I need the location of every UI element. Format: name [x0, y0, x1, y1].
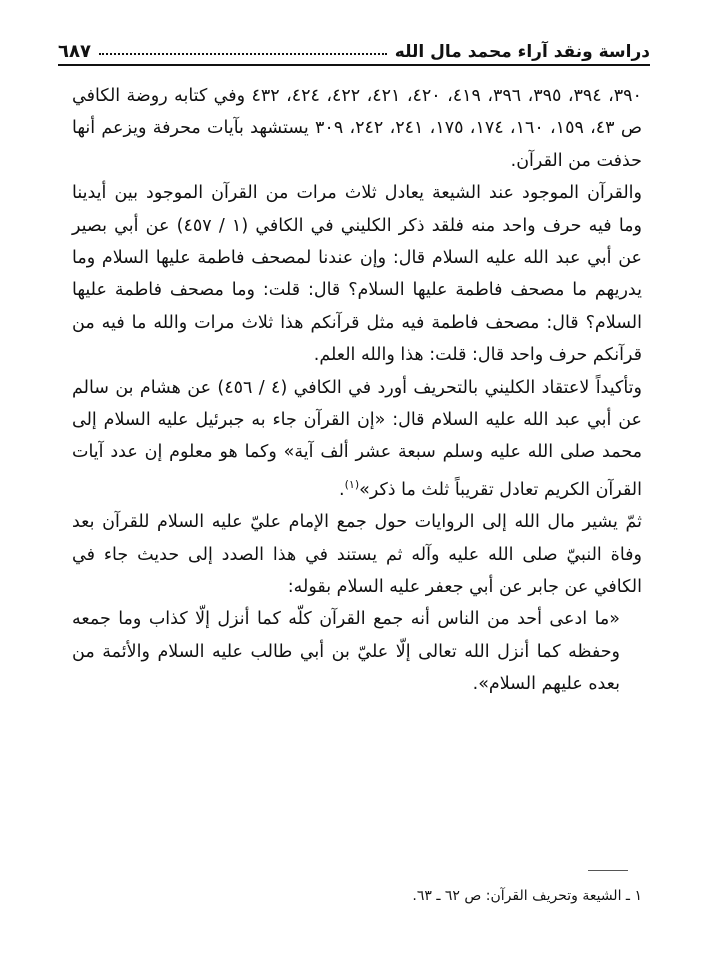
- body-text: [72, 80, 642, 701]
- footnote-reference: (١): [344, 477, 360, 491]
- page-number: ٦٨٧: [58, 41, 91, 62]
- paragraph-4: ثمّ يشير مال الله إلى الروايات حول جمع الإمام عليّ عليه السلام للقرآن بعد وفاة النبيّ صلى الله عليه وآله ثم يستند في هذا الصدد إلى حديث جاء في الكافي عن جابر عن أبي جعفر عليه السلام بقوله:: [72, 512, 642, 597]
- paragraph-3: [72, 372, 642, 506]
- footnote: ١ ـ الشيعة وتحريف القرآن: ص ٦٢ ـ ٦٣.: [412, 888, 642, 904]
- quote-paragraph: «ما ادعى أحد من الناس أنه جمع القرآن كلّه كما أنزل إلّا كذاب وما جمعه وحفظه كما أنزل الله تعالى إلّا عليّ بن أبي طالب عليه السلام والأئمة من بعده عليهم السلام».: [72, 609, 620, 695]
- paragraph-2: والقرآن الموجود عند الشيعة يعادل ثلاث مرات من القرآن الموجود بين أيدينا وما فيه حرف واحد منه فلقد ذكر الكليني في الكافي (١ / ٤٥٧) عن أبي بصير عن أبي عبد الله عليه السلام قال: وإن عندنا لمصحف فاطمة عليها السلام وما يدريهم ما مصحف فاطمة عليها السلام؟ قال: قلت: وما مصحف فاطمة عليها السلام؟ قال: مصحف فاطمة فيه مثل قرآنكم هذا ثلاث مرات والله ما فيه من قرآنكم حرف واحد قال: قلت: هذا والله العلم.: [72, 183, 642, 366]
- running-header: [58, 26, 650, 62]
- header-rule: [58, 64, 650, 66]
- paragraph-1: [72, 80, 642, 177]
- footnote-divider: [588, 870, 628, 871]
- text-line: ٣٩٠، ٣٩٤، ٣٩٥، ٣٩٦، ٤١٩، ٤٢٠، ٤٢١، ٤٢٢، ٤٢٤، ٤٣٢: [251, 86, 642, 106]
- paragraph-3-text: وتأكيداً لاعتقاد الكليني بالتحريف أورد في الكافي (٤ / ٤٥٦) عن هشام بن سالم عن أبي عبد الله عليه السلام قال: «إن القرآن جاء به جبرئيل عليه السلام إلى محمد صلى الله عليه وسلم سبعة عشر ألف آية» وكما هو معلوم إن عدد آيات القرآن الكريم تعادل تقريباً ثلث ما ذكر»: [72, 377, 643, 500]
- header-title: دراسة ونقد آراء محمد مال الله: [394, 42, 650, 62]
- text-line: ٢٤٢، ٣٠٩ يستشهد بآيات محرفة ويزعم أنها حذفت من القرآن.: [72, 118, 642, 171]
- header-dot-leader: [99, 53, 387, 55]
- paragraph-3-end: .: [339, 479, 345, 500]
- text-line: وفي كتابه روضة الكافي ص ٤٣، ١٥٩، ١٦٠، ١٧٤، ١٧٥، ٢٤١،: [72, 86, 642, 139]
